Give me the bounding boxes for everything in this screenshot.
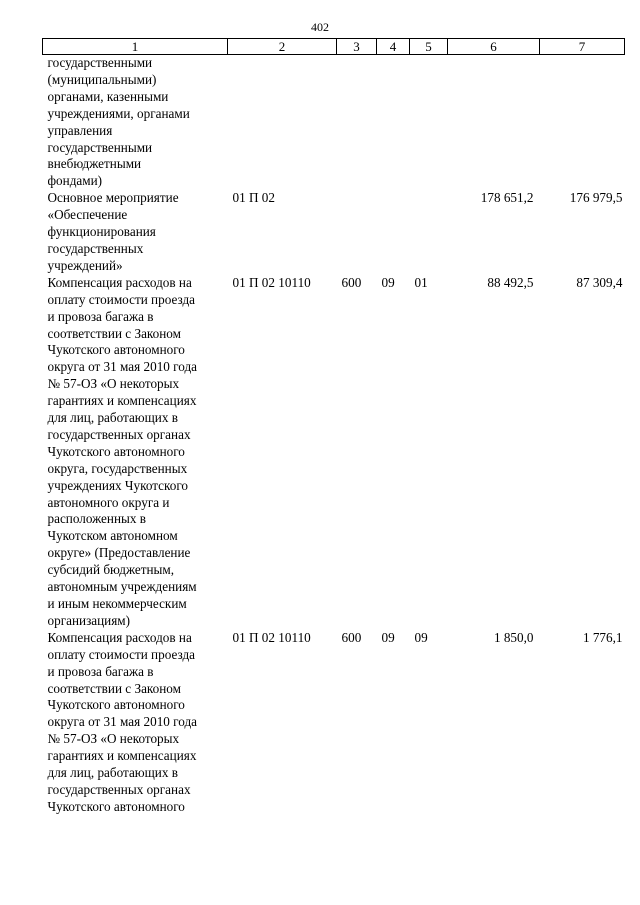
row-name: Основное мероприятие «Обеспечение функционирования государственных учреждений»	[47, 190, 179, 273]
column-header: 6	[448, 39, 540, 55]
table-row	[43, 55, 625, 191]
budget-table	[42, 38, 625, 816]
row-col-6: 178 651,2	[480, 190, 534, 206]
column-header: 2	[228, 39, 337, 55]
row-code: 01 П 02 10110	[232, 274, 311, 290]
row-col-5	[410, 190, 448, 275]
row-col-6	[448, 55, 540, 191]
table-row	[43, 275, 625, 630]
row-col-6: 88 492,5	[487, 274, 534, 290]
row-col-5: 09	[414, 629, 428, 645]
column-header: 5	[410, 39, 448, 55]
row-col-7: 1 776,1	[582, 629, 623, 645]
row-col-5	[410, 55, 448, 191]
row-col-7	[540, 55, 625, 191]
row-name: государственными (муниципальными) органами, казенными учреждениями, органами управления государственными внебюджетными фондами)	[47, 55, 190, 189]
row-col-3: 600	[341, 629, 362, 645]
row-col-6: 1 850,0	[493, 629, 534, 645]
row-name: Компенсация расходов на оплату стоимости проезда и провоза багажа в соответствии с Законом Чукотского автономного округа от 31 мая 2010 года № 57-ОЗ «О некоторых гарантиях и компенсациях для лиц, работающих в государственных органах Чукотского автономного округа, государственных учреждениях Чукотского автономного округа и расположенных в Чукотском автономном округе» (Предоставление субсидий бюджетным, автономным учреждениям и иным некоммерческим организациям)	[47, 274, 198, 628]
column-header: 3	[337, 39, 377, 55]
row-col-4	[377, 190, 410, 275]
column-header: 1	[43, 39, 228, 55]
header-row	[43, 39, 625, 55]
table-row	[43, 190, 625, 275]
row-code: 01 П 02	[232, 190, 275, 206]
row-col-3	[337, 190, 377, 275]
row-col-3	[337, 55, 377, 191]
table-row	[43, 630, 625, 816]
row-code	[228, 55, 337, 191]
row-col-5: 01	[414, 274, 428, 290]
column-header: 4	[377, 39, 410, 55]
row-col-3: 600	[341, 274, 362, 290]
row-col-4: 09	[381, 629, 395, 645]
page-number: 402	[311, 20, 329, 34]
row-col-7: 87 309,4	[576, 274, 623, 290]
row-col-4: 09	[381, 274, 395, 290]
column-header: 7	[540, 39, 625, 55]
row-col-7: 176 979,5	[569, 190, 623, 206]
row-code: 01 П 02 10110	[232, 629, 311, 645]
row-col-4	[377, 55, 410, 191]
row-name: Компенсация расходов на оплату стоимости проезда и провоза багажа в соответствии с Законом Чукотского автономного округа от 31 мая 2010 года № 57-ОЗ «О некоторых гарантиях и компенсациях для лиц, работающих в государственных органах Чукотского автономного	[47, 629, 198, 814]
